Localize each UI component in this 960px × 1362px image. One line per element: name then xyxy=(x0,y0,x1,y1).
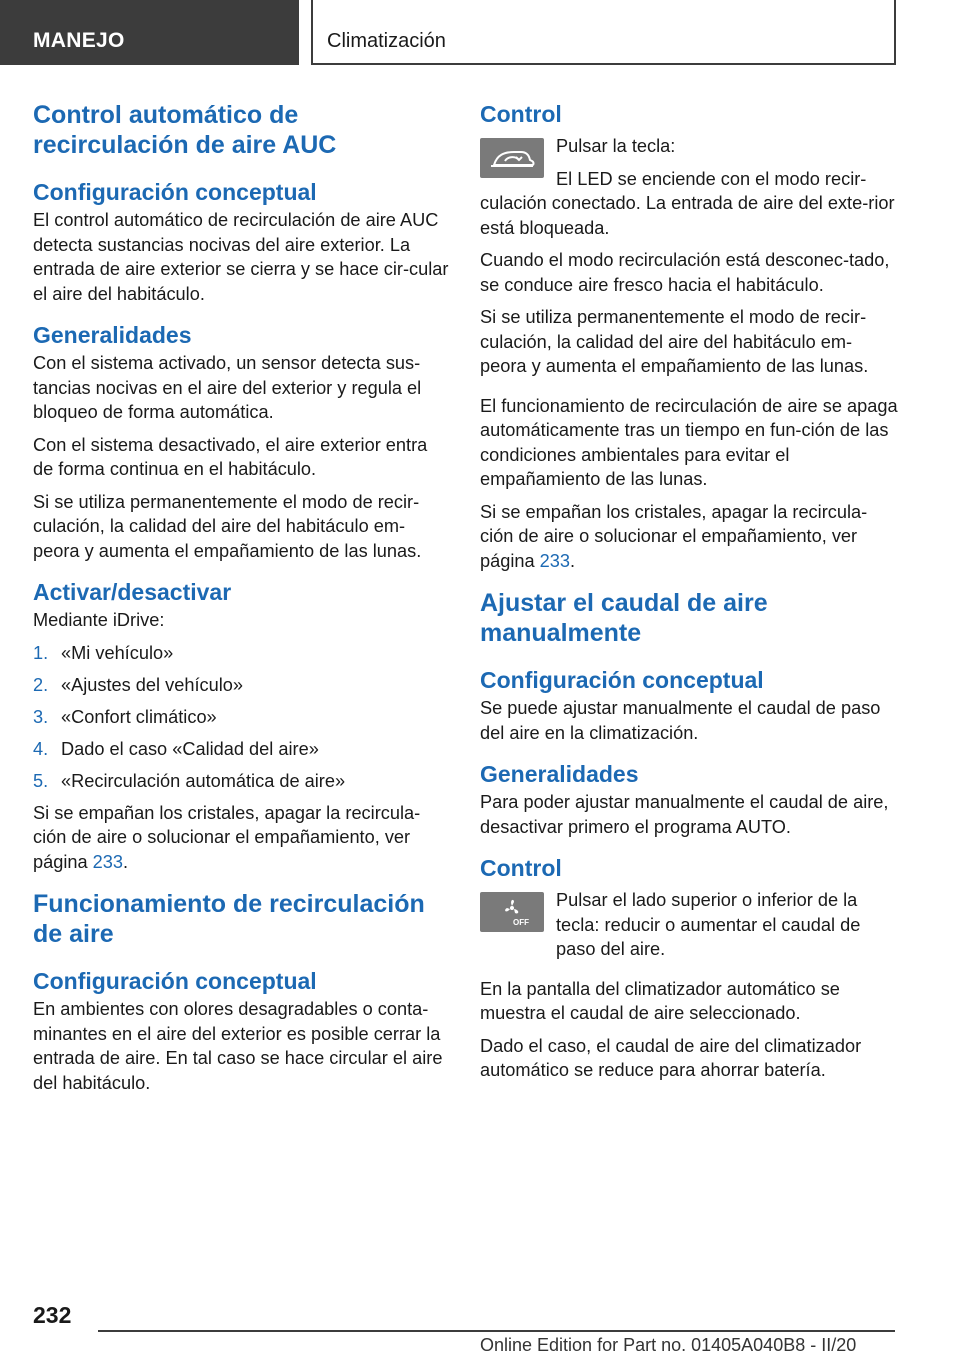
paragraph-general-2: Con el sistema desactivado, el aire exterior entra de forma continua en el habitáculo. xyxy=(33,434,428,479)
heading-airflow: Ajustar el caudal de aire manualmente xyxy=(480,589,768,647)
right-column xyxy=(480,100,898,1091)
subheading-concept-2: Configuración conceptual xyxy=(33,968,317,994)
list-item: 1. «Mi vehículo» xyxy=(33,642,174,663)
paragraph-general-1: Con el sistema activado, un sensor detecta sus-tancias nocivas en el aire del exterior y regula el bloqueo de forma automática. xyxy=(33,353,422,422)
paragraph-mode-off: Cuando el modo recirculación está desconec-tado, se conduce aire fresco hacia el habitáculo. xyxy=(480,250,890,295)
subheading-general: Generalidades xyxy=(33,322,192,348)
paragraph-concept-2: En ambientes con olores desagradables o conta-minantes en el aire del exterior es posible cerrar la entrada de aire. En tal caso se hace circular el aire del habitáculo. xyxy=(33,999,443,1093)
page-link-233[interactable]: 233 xyxy=(539,550,571,571)
header-chapter-tab xyxy=(311,0,896,65)
paragraph-concept-right: Se puede ajustar manualmente el caudal de paso del aire en la climatización. xyxy=(480,698,881,743)
fan-off-label: OFF xyxy=(513,917,529,927)
left-column xyxy=(33,100,451,1103)
footer-edition: Online Edition for Part no. 01405A040B8 - II/20 xyxy=(480,1335,857,1355)
paragraph-fogging: Si se empañan los cristales, apagar la recircula-ción de aire o solucionar el empañamiento, ver página 233. xyxy=(33,802,421,872)
idrive-steps-list xyxy=(33,641,451,794)
paragraph-fan: Pulsar el lado superior o inferior de la tecla: reducir o aumentar el caudal de paso del aire. xyxy=(556,890,861,959)
fan-block xyxy=(480,888,898,962)
paragraph-concept: El control automático de recirculación de aire AUC detecta sustancias nocivas del aire exterior. La entrada de aire exterior se cierra y se hace cir-cular el aire del habitáculo. xyxy=(33,210,449,304)
list-item: 5. «Recirculación automática de aire» xyxy=(33,770,346,791)
subheading-toggle: Activar/desactivar xyxy=(33,579,232,605)
list-item: 2. «Ajustes del vehículo» xyxy=(33,674,243,695)
paragraph-press-key: Pulsar la tecla: xyxy=(556,136,676,156)
paragraph-battery: Dado el caso, el caudal de aire del climatizador automático se reduce para ahorrar batería. xyxy=(480,1035,862,1080)
subheading-control-2: Control xyxy=(480,855,562,881)
heading-auc: Control automático de recirculación de aire AUC xyxy=(33,101,337,159)
paragraph-permanent: Si se utiliza permanentemente el modo de recir-culación, la calidad del aire del habitáculo em-peora y aumenta el empañamiento de las lunas. xyxy=(480,307,869,376)
recirculation-button-icon xyxy=(480,138,544,178)
page-number: 232 xyxy=(33,1302,72,1328)
paragraph-idrive: Mediante iDrive: xyxy=(33,610,165,630)
paragraph-general-3: Si se utiliza permanentemente el modo de recir-culación, la calidad del aire del habitáculo em-peora y aumenta el empañamiento de las lunas. xyxy=(33,491,422,561)
list-item: 4. Dado el caso «Calidad del aire» xyxy=(33,738,319,759)
heading-recirculation: Funcionamiento de recirculación de aire xyxy=(33,890,425,948)
paragraph-display: En la pantalla del climatizador automático se muestra el caudal de aire seleccionado. xyxy=(480,978,840,1023)
recirculation-block xyxy=(480,134,898,240)
fan-button-icon xyxy=(480,892,544,932)
header-chapter-label: Climatización xyxy=(327,30,446,52)
header-section-tab xyxy=(0,0,299,65)
subheading-control: Control xyxy=(480,101,562,127)
subheading-general-right: Generalidades xyxy=(480,761,639,787)
list-item: 3. «Confort climático» xyxy=(33,706,217,727)
subheading-concept-right: Configuración conceptual xyxy=(480,667,764,693)
header-section-label: MANEJO xyxy=(33,29,125,52)
paragraph-led: El LED se enciende con el modo recir-culación conectado. La entrada de aire del exte-rior está bloqueada. xyxy=(480,168,895,238)
footer-divider xyxy=(98,1330,895,1332)
paragraph-auto-off: El funcionamiento de recirculación de aire se apaga automáticamente tras un tiempo en fun-ción de las condiciones ambientales para evitar el empañamiento de las lunas. xyxy=(480,395,898,489)
subheading-concept: Configuración conceptual xyxy=(33,179,317,205)
page-link-233[interactable]: 233 xyxy=(92,851,124,872)
paragraph-fogging-right: Si se empañan los cristales, apagar la recircula-ción de aire o solucionar el empañamiento, ver página 233. xyxy=(480,501,868,571)
paragraph-general-right: Para poder ajustar manualmente el caudal de aire, desactivar primero el programa AUTO. xyxy=(480,792,889,837)
